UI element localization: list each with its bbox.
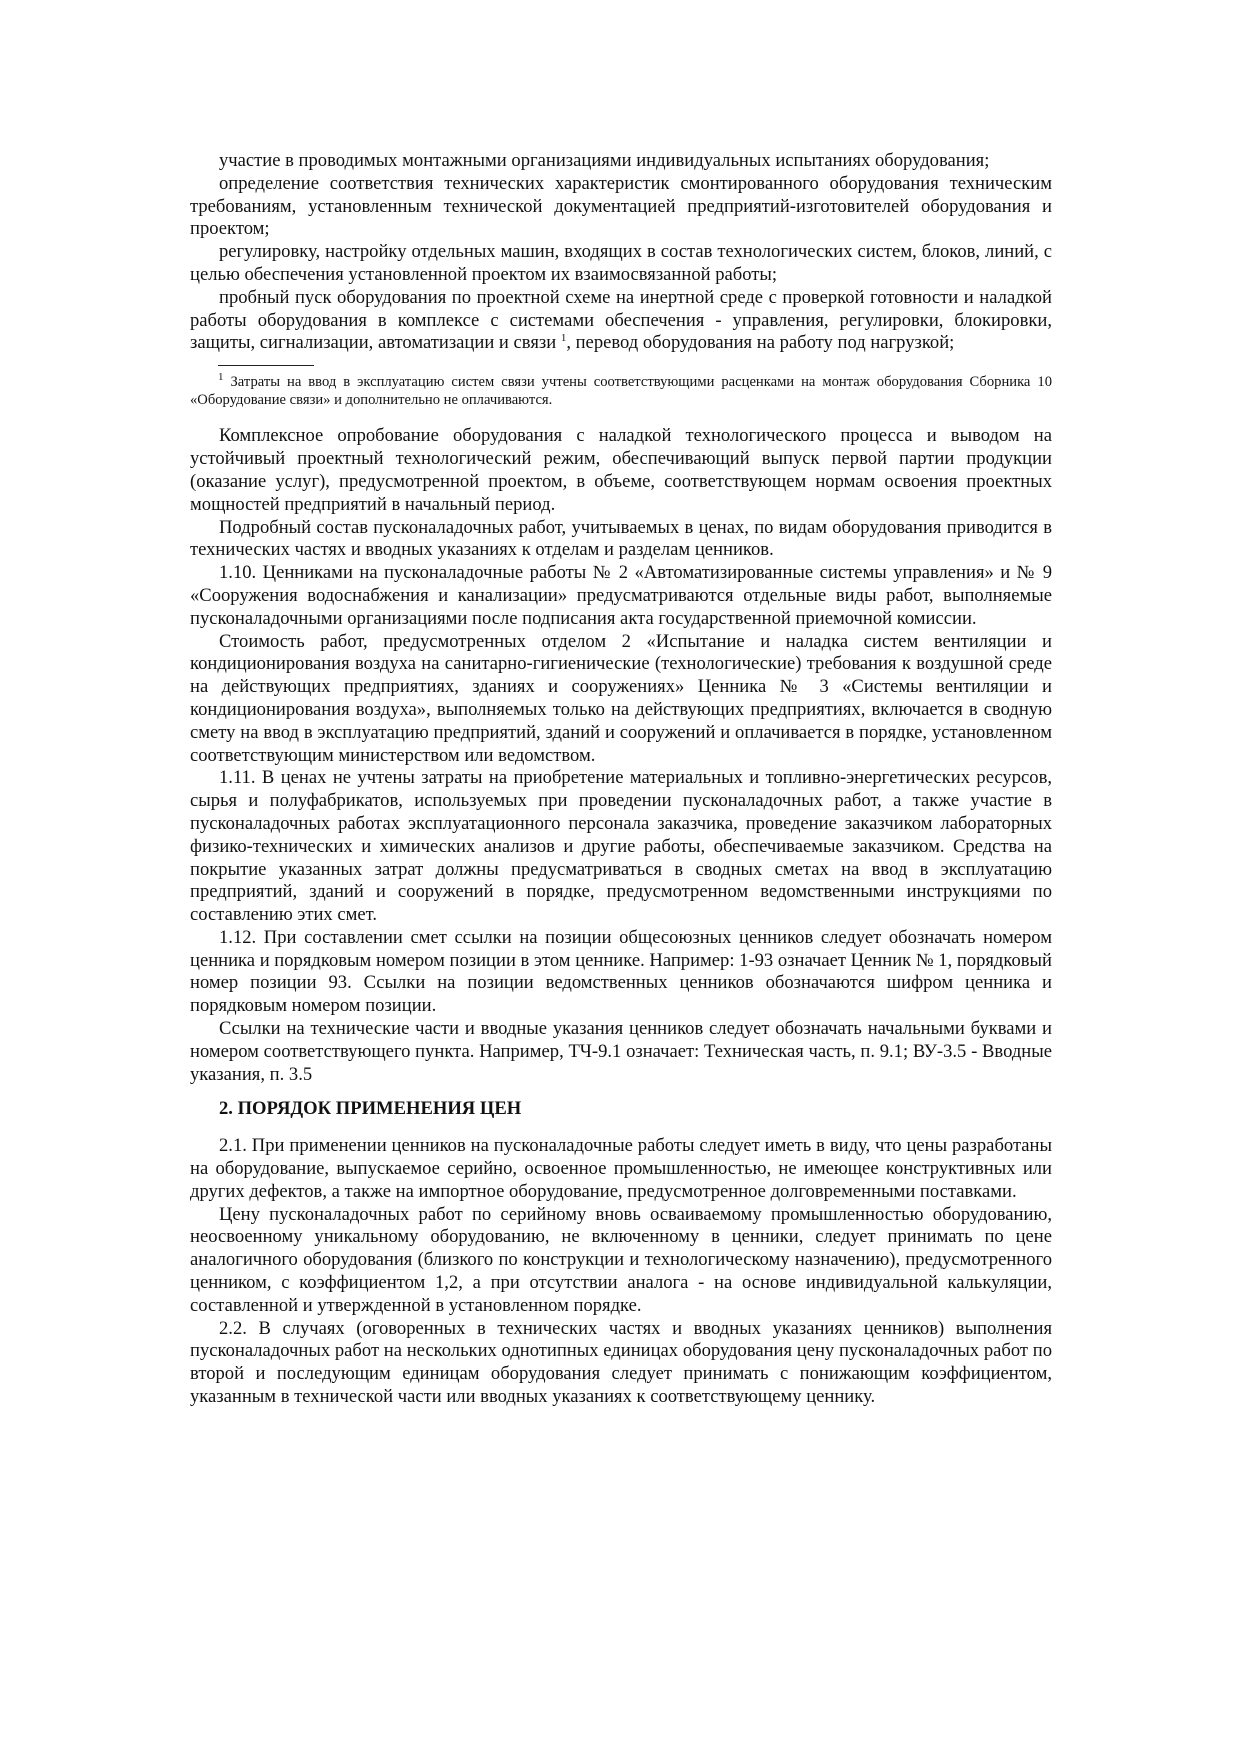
paragraph-text: пробный пуск оборудования по проектной схеме на инертной среде с проверкой готовности и наладкой работы оборудования в комплексе с системами обеспечения - управления, регулировки, блокировки, защиты, сигнализации, автоматизации и связи: [190, 286, 1052, 354]
body-paragraph-with-footnote: [190, 287, 1052, 355]
footnote-marker: 1: [218, 371, 224, 384]
body-paragraph: Комплексное опробование оборудования с наладкой технологического процесса и выводом на устойчивый проектный технологический режим, обеспечивающий выпуск первой партии продукции (оказание услуг), предусмотренной проектом, в объеме, соответствующем нормам освоения проектных мощностей предприятий в начальный период.: [190, 425, 1052, 515]
body-paragraph: участие в проводимых монтажными организациями индивидуальных испытаниях оборудования;: [219, 150, 990, 171]
footnote-text: Затраты на ввод в эксплуатацию систем связи учтены соответствующими расценками на монтаж оборудования Сборника 10 «Оборудование связи» и дополнительно не оплачиваются.: [190, 374, 1052, 408]
body-paragraph: регулировку, настройку отдельных машин, входящих в состав технологических систем, блоков, линий, с целью обеспечения установленной проектом их взаимосвязанной работы;: [190, 241, 1052, 285]
body-paragraph: Ссылки на технические части и вводные указания ценников следует обозначать начальными буквами и номером соответствующего пункта. Например, ТЧ-9.1 означает: Техническая часть, п. 9.1; ВУ-3.5 - Вводные указания, п. 3.5: [190, 1018, 1052, 1085]
body-paragraph: 1.11. В ценах не учтены затраты на приобретение материальных и топливно-энергетических ресурсов, сырья и полуфабрикатов, используемых при проведении пусконаладочных работ, а также участие в пусконаладочных работах эксплуатационного персонала заказчика, проведение заказчиком лабораторных физико-технических и химических анализов и другие работы, обеспечиваемые заказчиком. Средства на покрытие указанных затрат должны предусматриваться в сводных сметах на ввод в эксплуатацию предприятий, зданий и сооружений в порядке, предусмотренном ведомственными инструкциями по составлению этих смет.: [190, 767, 1052, 926]
body-paragraph: 1.10. Ценниками на пусконаладочные работы № 2 «Автоматизированные системы управления» и № 9 «Сооружения водоснабжения и канализации» предусматриваются отдельные виды работ, выполняемые пусконаладочными организациями после подписания акта государственной приемочной комиссии.: [190, 562, 1052, 629]
body-paragraph: Цену пусконаладочных работ по серийному вновь осваиваемому промышленностью оборудованию, неосвоенному уникальному оборудованию, не включенному в ценники, следует принимать по цене аналогичного оборудования (близкого по конструкции и технологическому назначению), предусмотренного ценником, с коэффициентом 1,2, а при отсутствии аналога - на основе индивидуальной калькуляции, составленной и утвержденной в установленном порядке.: [190, 1203, 1052, 1316]
body-paragraph: 2.1. При применении ценников на пусконаладочные работы следует иметь в виду, что цены разработаны на оборудование, выпускаемое серийно, освоенное промышленностью, не имеющее конструктивных или других дефектов, а также на импортное оборудование, предусмотренное долговременными поставками.: [190, 1135, 1052, 1202]
body-paragraph: определение соответствия технических характеристик смонтированного оборудования техническим требованиям, установленным технической документацией предприятий-изготовителей оборудования и проектом;: [190, 172, 1052, 240]
footnote-separator: [218, 365, 314, 366]
document-page: [190, 150, 1052, 1409]
body-paragraph: Стоимость работ, предусмотренных отделом 2 «Испытание и наладка систем вентиляции и кондиционирования воздуха на санитарно-гигиенические (технологические) требования к воздушной среде на действующих предприятиях, зданиях и сооружениях» Ценника № 3 «Системы вентиляции и кондиционирования воздуха», выполняемых только на действующих предприятиях, включается в сводную смету на ввод в эксплуатацию предприятий, зданий и сооружений и оплачивается в порядке, установленном соответствующим министерством или ведомством.: [190, 630, 1052, 766]
body-paragraph: Подробный состав пусконаладочных работ, учитываемых в ценах, по видам оборудования приводится в технических частях и вводных указаниях к отделам и разделам ценников.: [190, 516, 1052, 561]
body-paragraph: 2.2. В случаях (оговоренных в технических частях и вводных указаниях ценников) выполнения пусконаладочных работ на нескольких однотипных единицах оборудования цену пусконаладочных работ по второй и последующим единицам оборудования следует принимать с понижающим коэффициентом, указанным в технической части или вводных указаниях к соответствующему ценнику.: [190, 1317, 1052, 1408]
paragraph-text: , перевод оборудования на работу под нагрузкой;: [566, 332, 955, 354]
body-paragraph: 1.12. При составлении смет ссылки на позиции общесоюзных ценников следует обозначать номером ценника и порядковым номером позиции в этом ценнике. Например: 1-93 означает Ценник № 1, порядковый номер позиции 93. Ссылки на позиции ведомственных ценников обозначаются шифром ценника и порядковым номером позиции.: [190, 926, 1052, 1017]
section-heading: 2. ПОРЯДОК ПРИМЕНЕНИЯ ЦЕН: [219, 1098, 522, 1120]
footnote-reference: 1: [560, 332, 567, 345]
footnote: [190, 371, 1052, 409]
